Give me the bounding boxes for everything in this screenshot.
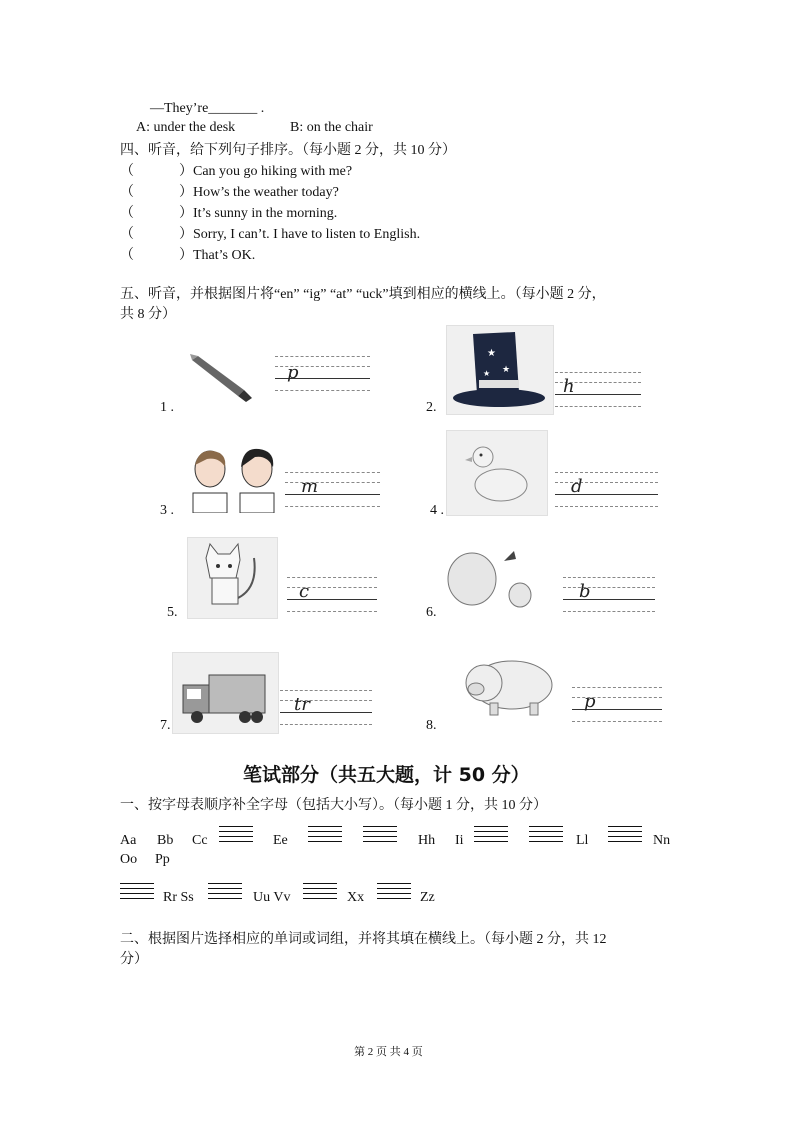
section-4-title: 四、听音，给下列句子排序。（每小题 2 分，共 10 分） bbox=[120, 143, 456, 158]
given-letter: d bbox=[571, 476, 583, 497]
four-line-blank[interactable] bbox=[308, 826, 342, 844]
writing-lines bbox=[572, 685, 662, 729]
hat-picture bbox=[446, 325, 554, 415]
writing-lines bbox=[555, 470, 658, 514]
item-number: 4 . bbox=[430, 503, 444, 518]
letter-pair: Aa bbox=[120, 833, 137, 848]
paren-right: ） bbox=[179, 164, 193, 179]
letter-pair: Pp bbox=[155, 852, 170, 867]
letter-pair: Uu Vv bbox=[253, 890, 291, 905]
paren-right: ） bbox=[179, 248, 193, 263]
letter-pair: Cc bbox=[192, 833, 208, 848]
writing-lines bbox=[555, 370, 641, 414]
four-line-blank[interactable] bbox=[474, 826, 508, 844]
four-line-blank[interactable] bbox=[529, 826, 563, 844]
four-line-blank[interactable] bbox=[363, 826, 397, 844]
big-picture bbox=[444, 543, 534, 611]
letter-pair: Xx bbox=[347, 890, 365, 905]
writing-lines bbox=[275, 352, 370, 402]
given-letter: tr bbox=[294, 694, 310, 715]
truck-picture bbox=[172, 652, 279, 734]
order-item bbox=[120, 160, 352, 180]
given-letter: p bbox=[287, 362, 299, 383]
letter-pair: Ii bbox=[455, 833, 464, 848]
answer-line: —They’re_______ . bbox=[150, 101, 265, 116]
writing-lines bbox=[285, 470, 380, 514]
four-line-blank[interactable] bbox=[377, 883, 411, 901]
option-b: B: on the chair bbox=[290, 120, 373, 135]
written-part-heading: 笔试部分（共五大题，计 50 分） bbox=[243, 764, 530, 786]
item-number: 3 . bbox=[160, 503, 174, 518]
men-picture bbox=[185, 445, 283, 513]
pen-picture bbox=[188, 350, 258, 406]
order-item bbox=[120, 181, 339, 201]
paren-left: （ bbox=[120, 206, 134, 221]
writing-lines bbox=[287, 575, 377, 619]
paren-left: （ bbox=[120, 248, 134, 263]
order-item bbox=[120, 244, 255, 264]
letter-pair: Bb bbox=[157, 833, 174, 848]
pig-picture bbox=[450, 645, 560, 725]
order-item-text: It’s sunny in the morning. bbox=[193, 206, 338, 221]
four-line-blank[interactable] bbox=[608, 826, 642, 844]
letter-pair: Ee bbox=[273, 833, 288, 848]
item-number: 5. bbox=[167, 605, 178, 620]
written-section-2-line2: 分） bbox=[120, 952, 148, 967]
option-a: A: under the desk bbox=[136, 120, 236, 135]
given-letter: m bbox=[301, 476, 319, 497]
order-item-text: Can you go hiking with me? bbox=[193, 164, 353, 179]
letter-pair: Nn bbox=[653, 833, 671, 848]
item-number: 7. bbox=[160, 718, 171, 733]
four-line-blank[interactable] bbox=[208, 883, 242, 901]
letter-pair: Hh bbox=[418, 833, 436, 848]
four-line-blank[interactable] bbox=[303, 883, 337, 901]
given-letter: h bbox=[563, 376, 575, 397]
given-letter: b bbox=[579, 581, 591, 602]
order-item bbox=[120, 223, 420, 243]
paren-left: （ bbox=[120, 185, 134, 200]
order-item-text: How’s the weather today? bbox=[193, 185, 339, 200]
svg-text:★: ★ bbox=[502, 364, 511, 374]
svg-text:★: ★ bbox=[487, 348, 496, 359]
paren-left: （ bbox=[120, 164, 134, 179]
order-item bbox=[120, 202, 337, 222]
item-number: 6. bbox=[426, 605, 437, 620]
cat-picture bbox=[187, 537, 278, 619]
paren-right: ） bbox=[179, 227, 193, 242]
svg-text:★: ★ bbox=[483, 369, 491, 378]
written-section-2-line1: 二、根据图片选择相应的单词或词组，并将其填在横线上。（每小题 2 分，共 12 bbox=[120, 932, 607, 947]
four-line-blank[interactable] bbox=[219, 826, 253, 844]
section-5-title-line2: 共 8 分） bbox=[120, 307, 176, 322]
order-item-text: Sorry, I can’t. I have to listen to English. bbox=[193, 227, 421, 242]
item-number: 1 . bbox=[160, 400, 174, 415]
writing-lines bbox=[280, 688, 372, 732]
order-item-text: That’s OK. bbox=[193, 248, 256, 263]
page-footer: 第 2 页 共 4 页 bbox=[354, 1046, 423, 1058]
duck-picture bbox=[446, 430, 548, 516]
four-line-blank[interactable] bbox=[120, 883, 154, 901]
writing-lines bbox=[563, 575, 655, 619]
paren-left: （ bbox=[120, 227, 134, 242]
written-section-1-title: 一、按字母表顺序补全字母（包括大小写）。（每小题 1 分，共 10 分） bbox=[120, 798, 547, 813]
item-number: 2. bbox=[426, 400, 437, 415]
item-number: 8. bbox=[426, 718, 437, 733]
paren-right: ） bbox=[179, 206, 193, 221]
letter-pair: Rr Ss bbox=[163, 890, 194, 905]
paren-right: ） bbox=[179, 185, 193, 200]
letter-pair: Ll bbox=[576, 833, 589, 848]
letter-pair: Oo bbox=[120, 852, 138, 867]
given-letter: c bbox=[299, 581, 310, 602]
letter-pair: Zz bbox=[420, 890, 435, 905]
given-letter: p bbox=[584, 691, 596, 712]
section-5-title-line1: 五、听音，并根据图片将“en” “ig” “at” “uck”填到相应的横线上。（每小题 2 分， bbox=[120, 287, 606, 302]
